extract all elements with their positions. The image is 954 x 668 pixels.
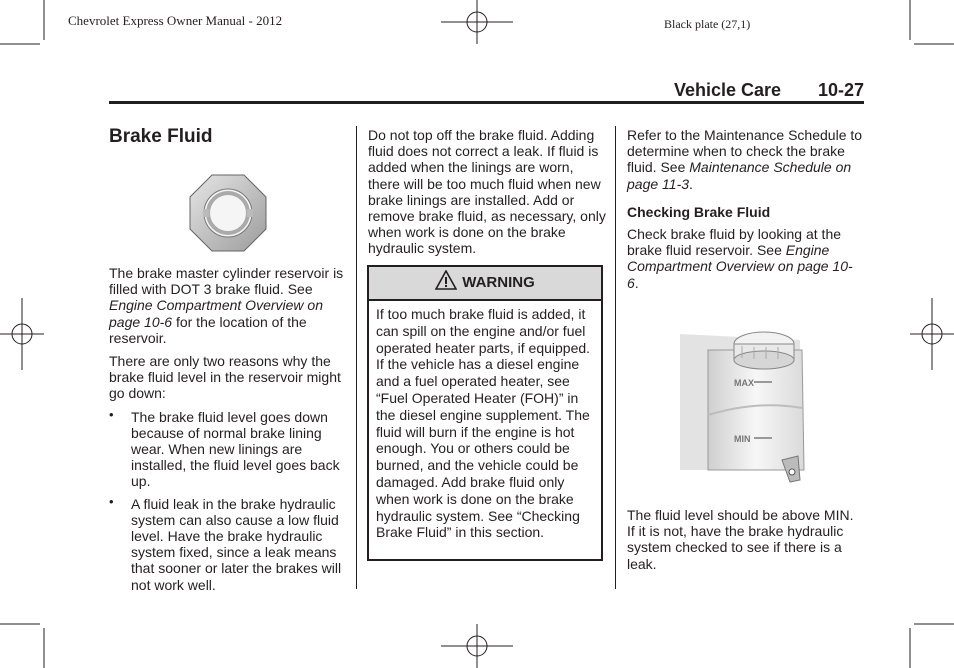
paragraph: There are only two reasons why the brake fluid level in the reservoir might go down: (109, 353, 341, 402)
column-divider (356, 126, 357, 589)
column-1-text (109, 265, 345, 599)
bullet-icon: • (109, 493, 114, 509)
page-heading: Brake Fluid (109, 126, 213, 147)
paragraph: The fluid level should be above MIN. If it is not, have the brake hydraulic system checked to see if there is a leak. (627, 507, 854, 572)
text: Refer to the Maintenance Schedule to determine when to check the brake fluid. See (627, 127, 863, 176)
manual-title: Chevrolet Express Owner Manual - 2012 (68, 13, 283, 28)
warning-title: WARNING (462, 274, 535, 291)
min-mark-label: MIN (734, 434, 751, 444)
section-title: Vehicle Care (674, 80, 782, 100)
list-item-text: A fluid leak in the brake hydraulic system can also cause a low fluid level. Have the brake hydraulic system fixed, since a leak means that sooner or later the brakes will not work well. (131, 495, 342, 593)
paragraph (109, 265, 345, 346)
brake-fluid-cap-icon (188, 173, 268, 253)
column-3-text (627, 127, 863, 298)
bullet-list (109, 406, 345, 593)
subheading: Checking Brake Fluid (627, 203, 771, 220)
cross-reference-link[interactable]: Engine Compartment Overview on page 10-6 (627, 242, 853, 291)
paragraph: Do not top off the brake fluid. Adding fluid does not correct a leak. If fluid is added when the linings are worn, there will be too much fluid when new brake linings are installed. Add or remove brake fluid, as necessary, only when work is done on the brake hydraulic system. (368, 127, 606, 257)
warning-text: If too much brake fluid is added, it can spill on the engine and/or fuel operated heater parts, if equipped. If the vehicle has a diesel engine and a fuel operated heater, see “Fuel Operated Heater (FOH)” in the diesel engine supplement. The fluid will burn if the engine is hot enough. You or others could be burned, and the vehicle could be damaged. Add brake fluid only when work is done on the brake hydraulic system. See “Checking Brake Fluid” in this section. (376, 306, 591, 541)
column-2-text (368, 127, 608, 264)
max-mark-label: MAX (734, 378, 754, 388)
warning-box (367, 265, 603, 561)
list-item (109, 493, 345, 593)
page-number: 10-27 (818, 80, 865, 100)
header-rule (109, 101, 864, 104)
warning-header (369, 267, 601, 301)
cross-reference-link[interactable]: Engine Compartment Overview on page 10-6 (109, 297, 323, 330)
cross-reference-link[interactable]: Maintenance Schedule on page 11-3 (627, 159, 852, 192)
bullet-icon: • (109, 406, 114, 422)
text: . (689, 175, 693, 192)
text: for the location of the reservoir. (109, 313, 307, 346)
text: . (634, 274, 639, 291)
list-item (109, 406, 345, 490)
warning-triangle-icon (435, 270, 457, 290)
column-divider (615, 126, 616, 589)
paragraph (627, 226, 863, 291)
plate-label: Black plate (27,1) (664, 17, 751, 31)
text: Check brake fluid by looking at the brake fluid reservoir. See (627, 226, 842, 259)
brake-fluid-reservoir-image (668, 320, 808, 492)
list-item-text: The brake fluid level goes down because of normal brake lining wear. When new linings are installed, the fluid level goes back up. (131, 408, 340, 490)
text: The brake master cylinder reservoir is filled with DOT 3 brake fluid. See (109, 265, 344, 298)
paragraph (627, 127, 863, 192)
column-3-bottom-text (627, 507, 863, 579)
